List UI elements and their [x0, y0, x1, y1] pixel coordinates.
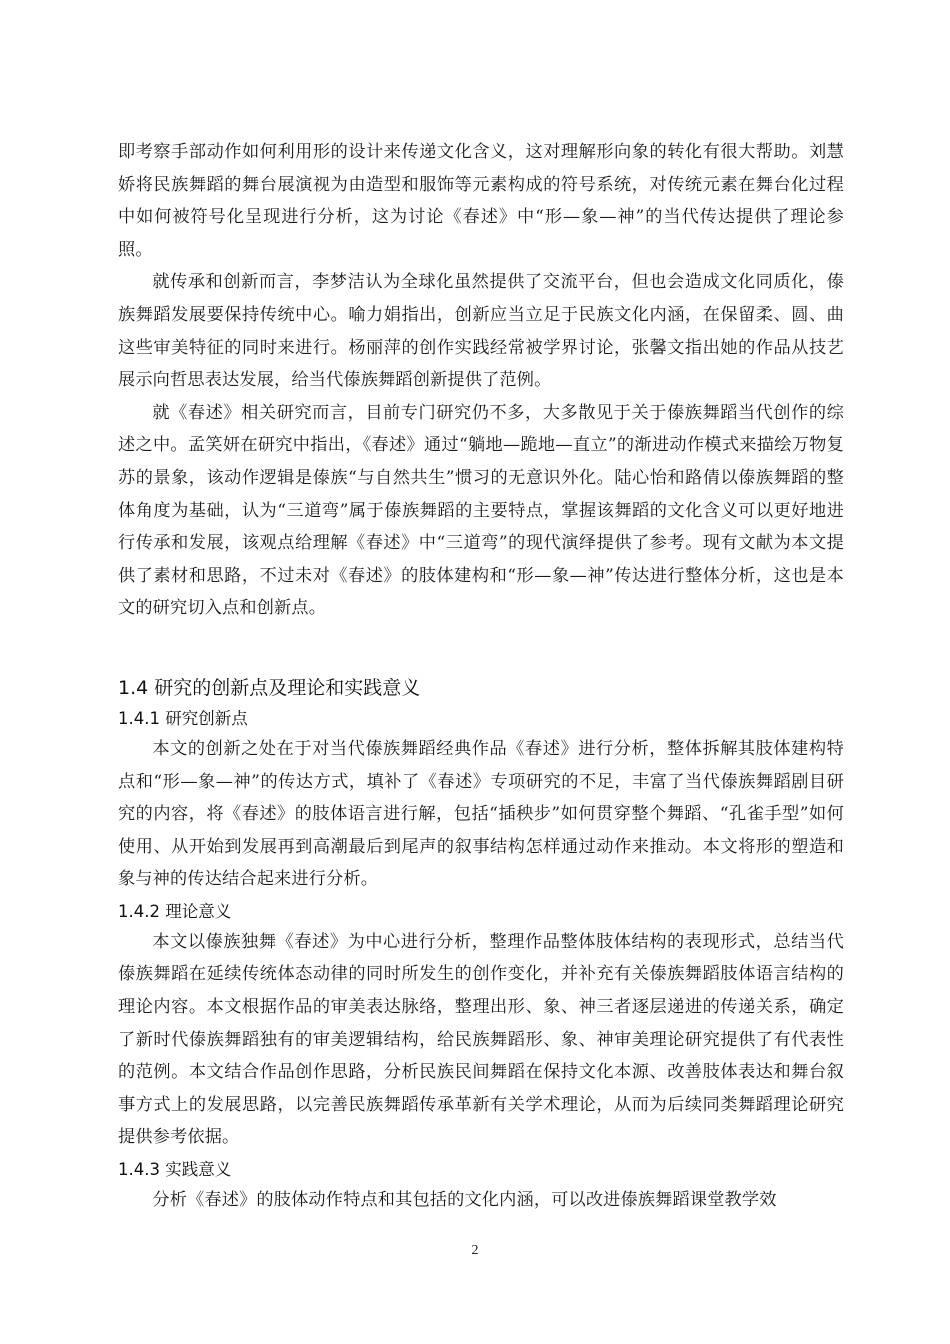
body-paragraph: 即考察手部动作如何利用形的设计来传递文化含义，这对理解形向象的转化有很大帮助。刘慧娇将民族舞蹈的舞台展演视为由造型和服饰等元素构成的符号系统，对传统元素在舞台化过程中如何被符号化呈现进行分析，这为讨论《春述》中“形—象—神”的当代传达提供了理论参照。: [118, 142, 844, 260]
body-paragraph: 分析《春述》的肢体动作特点和其包括的文化内涵，可以改进傣族舞蹈课堂教学效: [152, 1190, 777, 1211]
body-paragraph: 就传承和创新而言，李梦洁认为全球化虽然提供了交流平台，但也会造成文化同质化，傣族舞蹈发展要保持传统中心。喻力娟指出，创新应当立足于民族文化内涵，在保留柔、圆、曲这些审美特征的同时来进行。杨丽萍的创作实践经常被学界讨论，张馨文指出她的作品从技艺展示向哲思表达发展，给当代傣族舞蹈创新提供了范例。: [118, 272, 844, 391]
subsection-heading: 1.4.3 实践意义: [118, 1160, 232, 1180]
section-heading: 1.4 研究的创新点及理论和实践意义: [118, 676, 421, 699]
subsection-heading: 1.4.1 研究创新点: [118, 708, 248, 728]
body-paragraph: 本文以傣族独舞《春述》为中心进行分析，整理作品整体肢体结构的表现形式，总结当代傣族舞蹈在延续传统体态动律的同时所发生的创作变化，并补充有关傣族舞蹈肢体语言结构的理论内容。本文根据作品的审美表达脉络，整理出形、象、神三者逐层递进的传递关系，确定了新时代傣族舞蹈独有的审美逻辑结构，给民族舞蹈形、象、神审美理论研究提供了有代表性的范例。本文结合作品创作思路，分析民族民间舞蹈在保持文化本源、改善肢体表达和舞台叙事方式上的发展思路，以完善民族舞蹈传承革新有关学术理论，从而为后续同类舞蹈理论研究提供参考依据。: [118, 931, 844, 1148]
subsection-heading: 1.4.2 理论意义: [118, 901, 232, 921]
document-page: [118, 136, 844, 1217]
body-paragraph: 就《春述》相关研究而言，目前专门研究仍不多，大多散见于关于傣族舞蹈当代创作的综述之中。孟笑妍在研究中指出，《春述》通过“躺地—跪地—直立”的渐进动作模式来描绘万物复苏的景象，该动作逻辑是傣族“与自然共生”惯习的无意识外化。陆心怡和路倩以傣族舞蹈的整体角度为基础，认为“三道弯”属于傣族舞蹈的主要特点，掌握该舞蹈的文化含义可以更好地进行传承和发展，该观点给理解《春述》中“三道弯”的现代演绎提供了参考。现有文献为本文提供了素材和思路，不过未对《春述》的肢体建构和“形—象—神”传达进行整体分析，这也是本文的研究切入点和创新点。: [118, 402, 844, 619]
body-paragraph: 本文的创新之处在于对当代傣族舞蹈经典作品《春述》进行分析，整体拆解其肢体建构特点和“形—象—神”的传达方式，填补了《春述》专项研究的不足，丰富了当代傣族舞蹈剧目研究的内容，将《春述》的肢体语言进行解，包括“插秧步”如何贯穿整个舞蹈、“孔雀手型”如何使用、从开始到发展再到高潮最后到尾声的叙事结构怎样通过动作来推动。本文将形的塑造和象与神的传达结合起来进行分析。: [118, 738, 844, 890]
page-number: 2: [471, 1243, 479, 1258]
